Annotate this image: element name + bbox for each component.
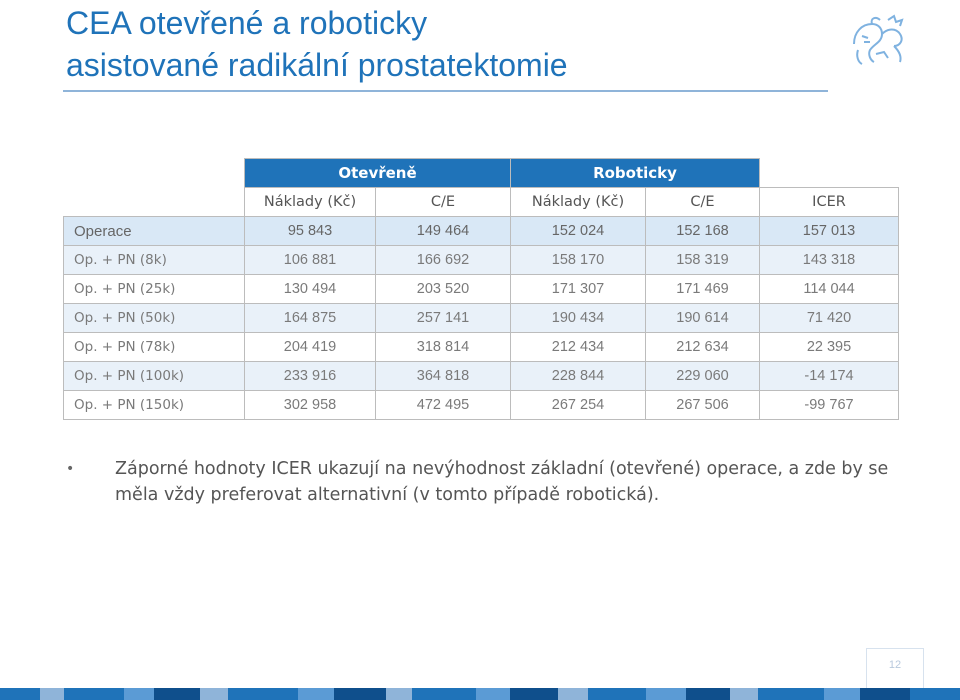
page-number: 12	[888, 659, 902, 671]
row-label: Op. + PN (8k)	[64, 246, 245, 275]
subheader-robotic-ce: C/E	[646, 188, 760, 217]
cea-comparison-table	[63, 158, 899, 420]
cell-icer: 143 318	[760, 246, 899, 275]
cell-open-costs: 204 419	[245, 333, 376, 362]
subheader-open-costs: Náklady (Kč)	[245, 188, 376, 217]
table-subheader-corner	[64, 188, 245, 217]
cell-icer: 157 013	[760, 217, 899, 246]
cell-icer: -99 767	[760, 391, 899, 420]
cell-open-ce: 166 692	[376, 246, 511, 275]
cell-open-costs: 95 843	[245, 217, 376, 246]
cell-open-ce: 364 818	[376, 362, 511, 391]
title-divider	[63, 90, 828, 92]
cell-open-ce: 149 464	[376, 217, 511, 246]
table-subheader-row	[64, 188, 899, 217]
cell-open-ce: 203 520	[376, 275, 511, 304]
cell-open-costs: 233 916	[245, 362, 376, 391]
cell-open-costs: 164 875	[245, 304, 376, 333]
note-text: Záporné hodnoty ICER ukazují na nevýhodnost základní (otevřené) operace, a zde by se měla vždy preferovat alternativní (v tomto případě robotická).	[115, 459, 889, 505]
cell-robotic-ce: 190 614	[646, 304, 760, 333]
cell-icer: 22 395	[760, 333, 899, 362]
table-row	[64, 304, 899, 333]
cell-icer: 71 420	[760, 304, 899, 333]
slide-title-line-2: asistované radikální prostatektomie	[66, 47, 568, 83]
table-row	[64, 246, 899, 275]
row-label: Op. + PN (25k)	[64, 275, 245, 304]
cell-open-ce: 472 495	[376, 391, 511, 420]
cell-robotic-costs: 171 307	[511, 275, 646, 304]
university-lion-logo-icon	[848, 14, 910, 66]
cell-open-ce: 318 814	[376, 333, 511, 362]
cell-robotic-ce: 212 634	[646, 333, 760, 362]
row-label: Op. + PN (50k)	[64, 304, 245, 333]
footer-stripe	[0, 688, 960, 700]
cell-open-costs: 106 881	[245, 246, 376, 275]
cell-robotic-ce: 267 506	[646, 391, 760, 420]
table-row	[64, 362, 899, 391]
cell-robotic-ce: 152 168	[646, 217, 760, 246]
cell-open-costs: 302 958	[245, 391, 376, 420]
table-row	[64, 217, 899, 246]
cell-robotic-costs: 228 844	[511, 362, 646, 391]
table-row	[64, 333, 899, 362]
table-group-spacer-cell	[760, 159, 899, 188]
cell-robotic-costs: 190 434	[511, 304, 646, 333]
cell-open-ce: 257 141	[376, 304, 511, 333]
cell-robotic-costs: 152 024	[511, 217, 646, 246]
cell-open-costs: 130 494	[245, 275, 376, 304]
cell-robotic-costs: 212 434	[511, 333, 646, 362]
row-label: Op. + PN (78k)	[64, 333, 245, 362]
table-group-header-row	[64, 159, 899, 188]
bullet-icon: •	[66, 461, 75, 477]
slide-title	[66, 2, 826, 86]
cell-icer: -14 174	[760, 362, 899, 391]
slide-title-line-1: CEA otevřené a roboticky	[66, 5, 428, 41]
cell-robotic-costs: 158 170	[511, 246, 646, 275]
cell-icer: 114 044	[760, 275, 899, 304]
table-row	[64, 391, 899, 420]
group-header-robotic: Roboticky	[511, 159, 760, 188]
group-header-open: Otevřeně	[245, 159, 511, 188]
table-row	[64, 275, 899, 304]
cell-robotic-ce: 229 060	[646, 362, 760, 391]
subheader-open-ce: C/E	[376, 188, 511, 217]
row-label: Op. + PN (150k)	[64, 391, 245, 420]
cell-robotic-ce: 158 319	[646, 246, 760, 275]
subheader-icer: ICER	[760, 188, 899, 217]
row-label: Op. + PN (100k)	[64, 362, 245, 391]
cell-robotic-costs: 267 254	[511, 391, 646, 420]
cell-robotic-ce: 171 469	[646, 275, 760, 304]
subheader-robotic-costs: Náklady (Kč)	[511, 188, 646, 217]
row-label: Operace	[64, 217, 245, 246]
table-corner-cell	[64, 159, 245, 188]
